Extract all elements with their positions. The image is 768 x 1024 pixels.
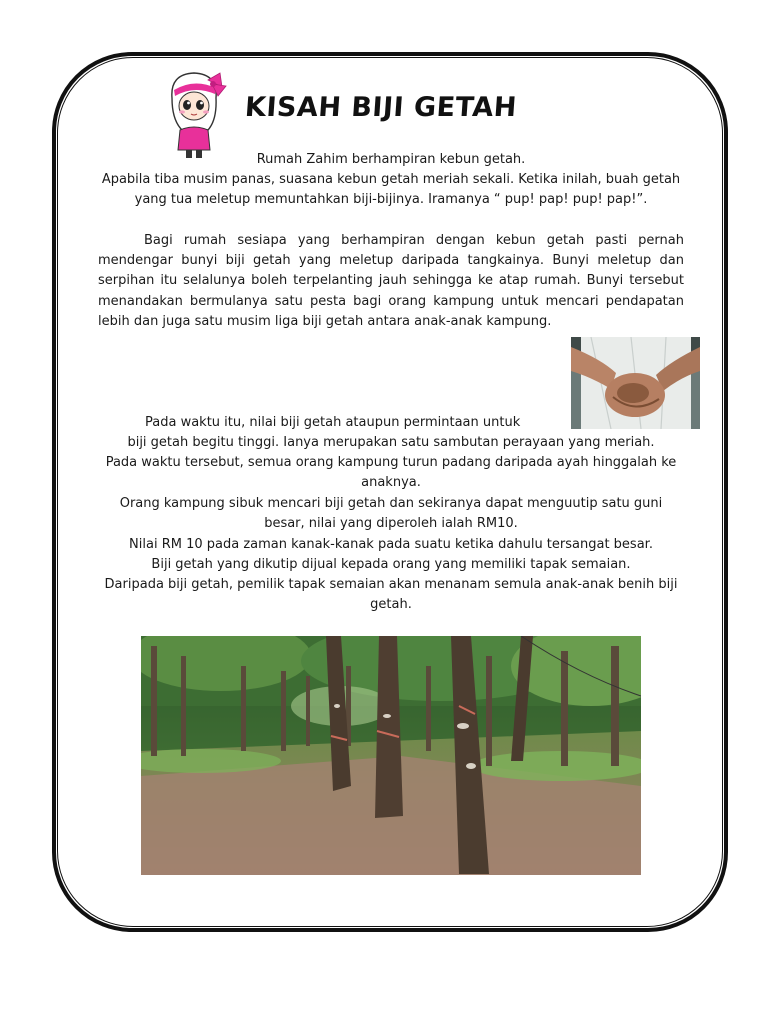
paragraph-3-sentence-1: biji getah begitu tinggi. Ianya merupakan satu sambutan perayaan yang meriah. — [127, 435, 655, 450]
hands-holding-seeds-photo — [571, 337, 700, 429]
paragraph-3-sentence-3: Orang kampung sibuk mencari biji getah dan sekiranya dapat menguutip satu guni besar, nilai yang diperoleh ialah RM10. — [119, 496, 663, 532]
paragraph-3-sentence-5: Biji getah yang dikutip dijual kepada orang yang memiliki tapak semaian. — [151, 557, 631, 572]
paragraph-2: Bagi rumah sesiapa yang berhampiran dengan kebun getah pasti pernah mendengar bunyi biji getah yang meletup daripada tangkainya. Bunyi meletup dan serpihan itu selalunya boleh terpelanting jauh sehingga ke atap rumah. Bunyi tersebut menandakan bermulanya satu pesta bagi orang kampung untuk mencari pendapatan lebih dan juga satu musim liga biji getah antara anak-anak kampung. — [98, 233, 684, 329]
rubber-tree-plantation-photo — [141, 636, 641, 875]
page-title: KISAH BIJI GETAH — [243, 92, 518, 123]
paragraph-3-line-1: Pada waktu itu, nilai biji getah ataupun permintaan untuk — [145, 415, 521, 430]
paragraph-3-sentence-6: Daripada biji getah, pemilik tapak semaian akan menanam semula anak-anak benih biji getah. — [104, 577, 678, 613]
intro-line-2: Apabila tiba musim panas, suasana kebun getah meriah sekali. Ketika inilah, buah getah yang tua meletup memuntahkan biji-bijinya. Iramanya “ pup! pap! pup! pap!”. — [101, 172, 681, 208]
paragraph-3-sentence-2: Pada waktu tersebut, semua orang kampung turun padang daripada ayah hinggalah ke anaknya. — [105, 455, 677, 491]
intro-line-1: Rumah Zahim berhampiran kebun getah. — [256, 152, 526, 167]
paragraph-3-sentence-4: Nilai RM 10 pada zaman kanak-kanak pada suatu ketika dahulu tersangat besar. — [129, 537, 653, 552]
